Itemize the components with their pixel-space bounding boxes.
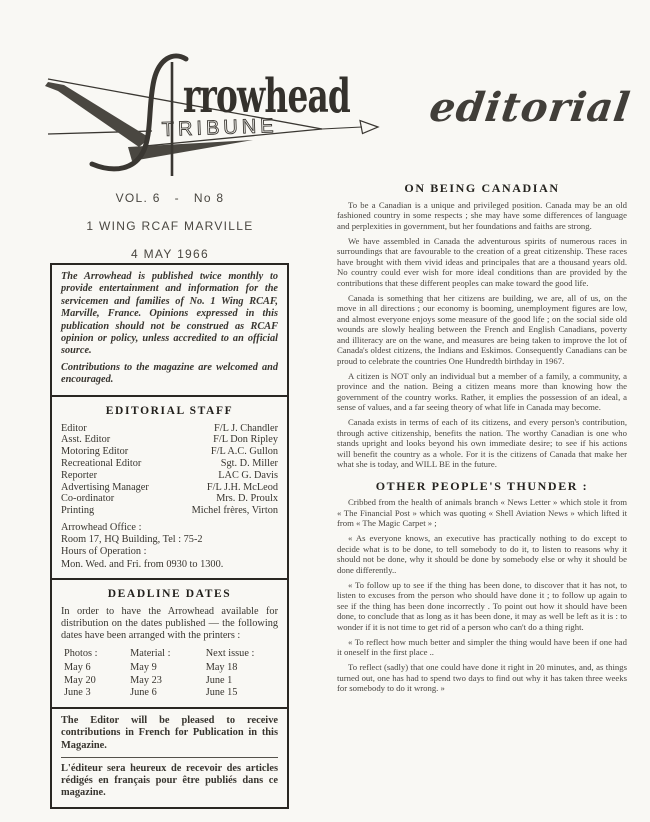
staff-row bbox=[61, 505, 278, 517]
unit-name: 1 WING RCAF MARVILLE bbox=[86, 219, 254, 233]
deadline-cell: May 6 bbox=[64, 662, 91, 674]
staff-row bbox=[61, 446, 278, 458]
notice-paragraph: Contributions to the magazine are welcomed and encouraged. bbox=[61, 361, 278, 386]
solid-dart-upper bbox=[45, 82, 150, 147]
arrow-shaft-line bbox=[322, 127, 362, 129]
deadline-cell: June 1 bbox=[205, 674, 233, 686]
issue-date: 4 MAY 1966 bbox=[131, 247, 209, 261]
article-title: ON BEING CANADIAN bbox=[404, 181, 560, 195]
masthead-info-box bbox=[50, 263, 289, 809]
article-paragraph: To reflect (sadly) that one could have done it right in 20 minutes, and, as things turned out, one has had to spend two days to find out why it has taken three weeks for somebody to do it wrong. » bbox=[337, 662, 627, 693]
staff-name: F/L J. Chandler bbox=[214, 422, 278, 434]
deadline-intro: In order to have the Arrowhead available for distribution on the dates published — the following dates have been arranged with the printers : bbox=[61, 605, 278, 641]
staff-row bbox=[61, 482, 278, 494]
office-info bbox=[61, 522, 278, 571]
staff-row bbox=[61, 470, 278, 482]
article-title: OTHER PEOPLE'S THUNDER : bbox=[375, 478, 589, 493]
deadline-cell: June 6 bbox=[130, 687, 157, 699]
deadline-cell: May 9 bbox=[130, 662, 157, 674]
staff-role: Advertising Manager bbox=[61, 481, 149, 493]
article-other-peoples-thunder bbox=[337, 478, 627, 694]
notice-paragraph: The Arrowhead is published twice monthly to provide entertainment and information for the servicemen and families of No. 1 Wing RCAF, Marville, France. Opinions expressed in this publication should not be construed as RCAF opinion or policy, unless accredited to an official source. bbox=[61, 271, 278, 357]
deadline-table bbox=[61, 648, 278, 700]
arrowhead-logo-graphic bbox=[28, 50, 390, 202]
deadline-cell: May 18 bbox=[205, 662, 238, 674]
editorial-column bbox=[337, 183, 627, 698]
hours-value: Mon. Wed. and Fri. from 0930 to 1300. bbox=[61, 558, 224, 570]
article-paragraph: Canada exists in terms of each of its citizens, and every person's contribution, through active citizenship, benefits the nation. The worthy Canadian is one who stands upright and looks beyond his own immediate desire; to see if his actions will benefit the country as a whole. For it is the citizens of Canada that make her what she is today, and WILL BE in the future. bbox=[337, 417, 627, 469]
deadline-cell: May 23 bbox=[130, 674, 162, 686]
article-paragraph: Cribbed from the health of animals branch « News Letter » which stole it from « The Financial Post » which was quoting « Shell Aviation News » which lifted it from « The Magic Carpet » ; bbox=[337, 497, 627, 528]
article-paragraph: « To reflect how much better and simpler the thing would have been if one had it oneself in the first place .. bbox=[337, 636, 627, 657]
office-label: Arrowhead Office : bbox=[61, 522, 142, 534]
article-paragraph: We have assembled in Canada the adventurous spirits of numerous races in surroundings that are favourable to the creation of a great citizenship. These races have brought with them vivid ideas and principales that are a thousand years old. No country could ever wish for more ideal conditions than are provided by the contributions that these different peoples can make toward the good life. bbox=[337, 235, 627, 288]
staff-name: F/L A.C. Gullon bbox=[210, 446, 278, 458]
deadline-col-header: Material : bbox=[130, 647, 171, 659]
staff-role: Asst. Editor bbox=[61, 434, 111, 446]
volume-number: VOL. 6 - No 8 bbox=[115, 191, 225, 205]
staff-role: Reporter bbox=[61, 469, 98, 481]
staff-role: Recreational Editor bbox=[61, 458, 142, 470]
editorial-staff-title: EDITORIAL STAFF bbox=[105, 404, 234, 417]
arrowhead-tribune-logo bbox=[28, 50, 390, 202]
contribution-notes-section bbox=[52, 707, 287, 807]
french-note: L'éditeur sera heureux de recevoir des articles rédigés en français pour être publiés dans ce magazine. bbox=[61, 757, 278, 800]
staff-name: F/L J.H. McLeod bbox=[206, 481, 278, 493]
logo-title-text: rrowhead bbox=[183, 67, 351, 124]
logo-subtitle-text: TRIBUNE bbox=[161, 114, 278, 141]
article-paragraph: « As everyone knows, an executive has practically nothing to do except to decide what is to be done, to tell somebody to do it, to listen to reasons why it should not be done, why it should be done by somebody else or why it should be done differently.. bbox=[337, 533, 627, 575]
staff-role: Co-ordinator bbox=[61, 493, 115, 505]
deadline-col-header: Photos : bbox=[64, 647, 98, 659]
deadline-cell: June 3 bbox=[64, 687, 91, 699]
article-paragraph: To be a Canadian is a unique and privileged position. Canada may be an old fashioned country in some respects ; she may have some differences of language and perplexities in government, but her foundations and faiths are strong. bbox=[337, 199, 627, 231]
publication-notice bbox=[52, 265, 287, 395]
staff-row bbox=[61, 434, 278, 446]
editorial-staff-section bbox=[52, 395, 287, 578]
staff-row bbox=[61, 458, 278, 470]
staff-name: Michel frères, Virton bbox=[191, 505, 278, 517]
staff-name: Sgt. D. Miller bbox=[220, 458, 278, 470]
staff-role: Motoring Editor bbox=[61, 446, 129, 458]
editorial-section-heading: editorial bbox=[426, 84, 634, 131]
staff-row bbox=[61, 493, 278, 505]
staff-role: Editor bbox=[61, 422, 87, 434]
deadline-cell: May 20 bbox=[64, 674, 96, 686]
staff-row bbox=[61, 423, 278, 435]
staff-name: Mrs. D. Proulx bbox=[216, 493, 278, 505]
staff-role: Printing bbox=[61, 505, 95, 517]
deadline-cell: June 15 bbox=[205, 687, 238, 699]
staff-name: F/L Don Ripley bbox=[213, 434, 278, 446]
article-paragraph: « To follow up to see if the thing has been done, to discover that it has not, to listen to excuses from the person who should have done it ; to follow up again to see if the thing has been done incorrectly . To point out how it should have been done, to conclude that as long as it has been done, it may as well be left as it is : to wonder if it is not time to get rid of a person who can't do a thing right. bbox=[337, 579, 627, 632]
deadline-dates-section bbox=[52, 578, 287, 707]
article-paragraph: Canada is something that her citizens are building, we are, all of us, on the move in all directions ; our economy is booming, unemployment figures are low, and almost everyone enjoys some measure of the good life ; on the social side old wounds are slowly healing between the French and English Canadians, poverty and illiteracy are on the wane, and measures are being taken to improve the lot of Canada's oldest citizens, the Indians and Eskimos. Consequently Canadians can be proud to celebrate the countries One Hundredth birthday in 1967. bbox=[337, 292, 627, 366]
article-paragraph: A citizen is NOT only an individual but a member of a family, a community, a province and the nation. Being a citizen means more than knowing how the government of the country works. Rather, it emplies the possession of an ideal, a sense of values, and a far seeing theory of what life in Canada may become. bbox=[337, 370, 627, 412]
deadline-col-header: Next issue : bbox=[205, 647, 255, 659]
english-note: The Editor will be pleased to receive contributions in French for Publication in this Magazine. bbox=[61, 714, 278, 751]
office-value: Room 17, HQ Building, Tel : 75-2 bbox=[61, 534, 203, 546]
hours-label: Hours of Operation : bbox=[61, 546, 147, 558]
arrow-tip-icon bbox=[360, 121, 378, 134]
article-on-being-canadian bbox=[337, 183, 627, 470]
deadline-dates-title: DEADLINE DATES bbox=[107, 587, 232, 600]
staff-name: LAC G. Davis bbox=[218, 469, 278, 481]
